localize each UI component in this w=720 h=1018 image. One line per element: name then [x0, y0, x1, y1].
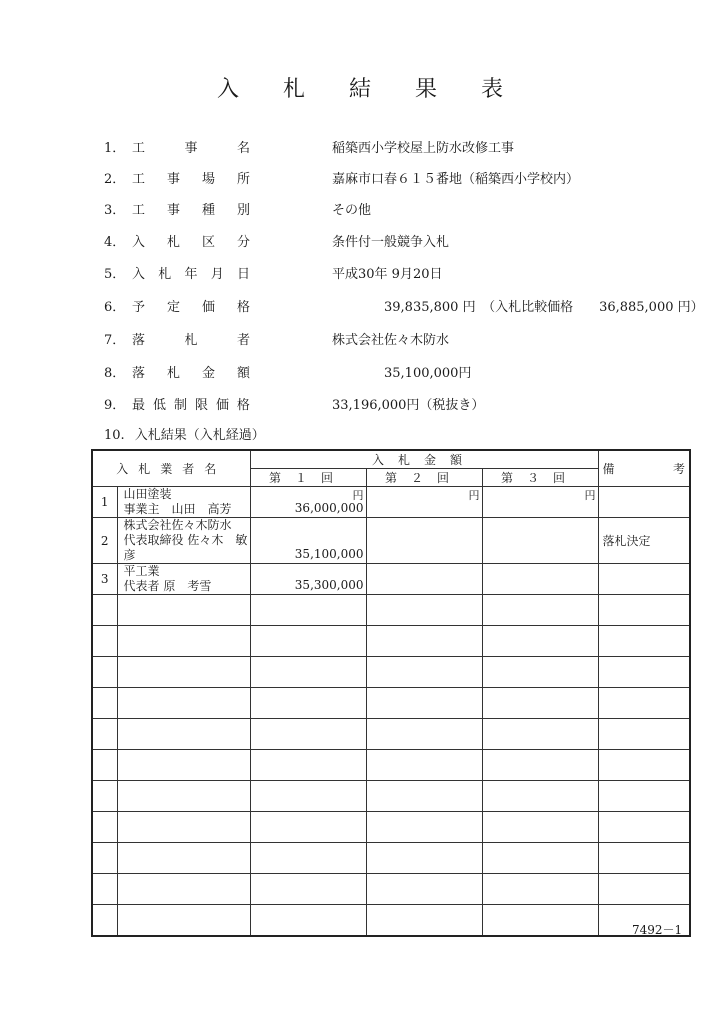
empty-cell: [250, 719, 366, 750]
info-label-char: 工: [132, 203, 146, 218]
info-label-char: 価: [215, 398, 229, 413]
info-label-char: 金: [201, 366, 215, 381]
info-label-char: 工: [132, 141, 146, 156]
info-label-char: 限: [194, 398, 208, 413]
info-label-char: 月: [210, 267, 224, 282]
bid-amount-round-2: [366, 487, 482, 518]
empty-cell: [366, 626, 482, 657]
empty-cell: [366, 812, 482, 843]
empty-cell: [250, 657, 366, 688]
empty-cell: [598, 626, 690, 657]
table-row-empty: [92, 905, 690, 936]
empty-cell: [117, 719, 250, 750]
empty-cell: [92, 657, 117, 688]
bid-amount-round-2: [366, 564, 482, 595]
header-round-1: 第１回: [250, 469, 366, 487]
empty-cell: [117, 812, 250, 843]
yen-unit: 円: [352, 489, 364, 502]
empty-cell: [366, 750, 482, 781]
empty-cell: [482, 874, 598, 905]
info-row: [0, 394, 720, 414]
empty-cell: [117, 843, 250, 874]
empty-cell: [250, 626, 366, 657]
header-bid-amount: 入札金額: [250, 450, 598, 469]
empty-cell: [117, 688, 250, 719]
info-row: [0, 329, 720, 349]
bid-amount-round-1: [250, 518, 366, 564]
empty-cell: [117, 781, 250, 812]
section-10-label: [104, 424, 275, 443]
info-value: 35,100,000円: [332, 366, 472, 381]
header-round-3: 第３回: [482, 469, 598, 487]
info-label-char: 区: [201, 235, 215, 250]
info-label: [132, 263, 250, 282]
info-label-char: 別: [236, 203, 250, 218]
empty-cell: [92, 750, 117, 781]
info-label-char: 価: [201, 300, 215, 315]
info-label: [132, 329, 250, 348]
info-number: 6．: [104, 300, 126, 315]
row-number: 1: [92, 487, 117, 518]
empty-cell: [250, 905, 366, 936]
info-label-char: 落: [132, 366, 146, 381]
empty-cell: [117, 905, 250, 936]
bidder-company: 平工業: [123, 564, 160, 578]
info-label-char: 定: [166, 300, 180, 315]
info-row: [0, 199, 720, 219]
bidder-company: 山田塗装: [123, 487, 172, 501]
table-row-empty: [92, 750, 690, 781]
empty-cell: [366, 595, 482, 626]
empty-cell: [366, 688, 482, 719]
info-label-char: 種: [201, 203, 215, 218]
info-label-char: 場: [201, 172, 215, 187]
bid-amount-value: 35,300,000: [294, 578, 364, 592]
note-cell: 落札決定: [598, 518, 690, 564]
table-row-empty: [92, 657, 690, 688]
page-title: 入札結果表: [216, 77, 547, 102]
empty-cell: [482, 812, 598, 843]
yen-unit: 円: [468, 489, 480, 502]
table-row: [92, 518, 690, 564]
table-row: [92, 564, 690, 595]
bidder-cell: [117, 518, 250, 564]
info-number: 1．: [104, 141, 126, 156]
info-label-char: 年: [184, 267, 198, 282]
empty-cell: [598, 595, 690, 626]
table-row-empty: [92, 626, 690, 657]
info-label-char: 所: [236, 172, 250, 187]
info-value: 稲築西小学校屋上防水改修工事: [332, 141, 515, 156]
empty-cell: [598, 874, 690, 905]
info-label: [132, 394, 250, 413]
info-label: [132, 199, 250, 218]
info-label-char: 札: [166, 235, 180, 250]
yen-unit: 円: [584, 489, 596, 502]
bidder-cell: [117, 487, 250, 518]
empty-cell: [250, 812, 366, 843]
empty-cell: [92, 626, 117, 657]
info-label-char: 低: [152, 398, 166, 413]
empty-cell: [598, 781, 690, 812]
info-label-char: 落: [132, 333, 146, 348]
table-row-empty: [92, 719, 690, 750]
bidder-representative: 代表取締役 佐々木 敏彦: [123, 533, 248, 562]
empty-cell: [366, 719, 482, 750]
info-label-char: 入: [132, 267, 146, 282]
bid-amount-value: 36,000,000: [294, 501, 364, 515]
info-label: [132, 137, 250, 156]
empty-cell: [250, 781, 366, 812]
empty-cell: [92, 812, 117, 843]
info-row: [0, 263, 720, 283]
info-number: 4．: [104, 235, 126, 250]
row-number: 3: [92, 564, 117, 595]
document-number: 7492－1: [632, 923, 683, 937]
empty-cell: [482, 905, 598, 936]
info-value: 39,835,800 円 （入札比較価格 36,885,000 円）: [332, 300, 704, 315]
empty-cell: [366, 843, 482, 874]
info-number: 5．: [104, 267, 126, 282]
table-row: [92, 487, 690, 518]
empty-cell: [250, 750, 366, 781]
empty-cell: [598, 750, 690, 781]
info-label: [132, 296, 250, 315]
table-row-empty: [92, 688, 690, 719]
empty-cell: [92, 595, 117, 626]
row-number: 2: [92, 518, 117, 564]
empty-cell: [117, 874, 250, 905]
empty-cell: [92, 781, 117, 812]
bidder-representative: 事業主 山田 高芳: [123, 502, 232, 516]
table-row-empty: [92, 874, 690, 905]
empty-cell: [250, 595, 366, 626]
info-label: [132, 231, 250, 250]
info-number: 3．: [104, 203, 126, 218]
bid-amount-round-3: [482, 564, 598, 595]
header-round-2: 第２回: [366, 469, 482, 487]
header-bidder-name: 入札業者名: [92, 450, 250, 487]
empty-cell: [482, 781, 598, 812]
empty-cell: [598, 688, 690, 719]
empty-cell: [482, 843, 598, 874]
info-row: [0, 231, 720, 251]
empty-cell: [482, 626, 598, 657]
info-label-char: 事: [184, 141, 198, 156]
empty-cell: [366, 781, 482, 812]
info-label-char: 制: [173, 398, 187, 413]
header-note: 備 考: [598, 450, 690, 487]
note-cell: [598, 487, 690, 518]
empty-cell: [482, 688, 598, 719]
info-number: 2．: [104, 172, 126, 187]
empty-cell: [92, 719, 117, 750]
bid-amount-round-1: [250, 564, 366, 595]
empty-cell: [117, 626, 250, 657]
bid-amount-round-3: [482, 487, 598, 518]
info-label-char: 額: [236, 366, 250, 381]
note-cell: [598, 564, 690, 595]
empty-cell: [250, 688, 366, 719]
empty-cell: [366, 657, 482, 688]
bid-amount-value: 35,100,000: [294, 547, 364, 561]
bidder-representative: 代表者 原 考雪: [123, 579, 212, 593]
info-label-char: 札: [166, 366, 180, 381]
info-label: [132, 362, 250, 381]
empty-cell: [117, 595, 250, 626]
empty-cell: [598, 719, 690, 750]
empty-cell: [117, 657, 250, 688]
info-value: 条件付一般競争入札: [332, 235, 450, 250]
empty-cell: [482, 657, 598, 688]
empty-cell: [598, 812, 690, 843]
table-row-empty: [92, 843, 690, 874]
bid-results-table: [91, 449, 691, 937]
empty-cell: [92, 843, 117, 874]
info-label-char: 工: [132, 172, 146, 187]
info-row: [0, 362, 720, 382]
empty-cell: [598, 657, 690, 688]
empty-cell: [117, 750, 250, 781]
section-10-text: 入札結果（入札経過）: [134, 428, 265, 443]
bidder-cell: [117, 564, 250, 595]
empty-cell: [482, 595, 598, 626]
bid-amount-round-1: [250, 487, 366, 518]
info-row: [0, 137, 720, 157]
info-value: 嘉麻市口春６１５番地（稲築西小学校内）: [332, 172, 580, 187]
empty-cell: [92, 874, 117, 905]
empty-cell: [366, 874, 482, 905]
empty-cell: [92, 905, 117, 936]
bid-amount-round-2: [366, 518, 482, 564]
empty-cell: [250, 843, 366, 874]
info-value: その他: [332, 203, 372, 218]
section-10-number: 10.: [104, 428, 125, 443]
info-label-char: 日: [236, 267, 250, 282]
info-label-char: 札: [158, 267, 172, 282]
info-label-char: 最: [132, 398, 146, 413]
info-label-char: 者: [236, 333, 250, 348]
info-number: 7．: [104, 333, 126, 348]
empty-cell: [366, 905, 482, 936]
info-label-char: 札: [184, 333, 198, 348]
info-value: 平成30年 9月20日: [332, 267, 443, 282]
info-number: 9．: [104, 398, 126, 413]
info-number: 8．: [104, 366, 126, 381]
empty-cell: [482, 719, 598, 750]
empty-cell: [482, 750, 598, 781]
info-row: [0, 296, 720, 316]
info-label-char: 分: [236, 235, 250, 250]
bidder-company: 株式会社佐々木防水: [123, 518, 232, 532]
empty-cell: [250, 874, 366, 905]
info-label-char: 格: [236, 398, 250, 413]
info-label-char: 事: [166, 172, 180, 187]
info-value: 33,196,000円（税抜き）: [332, 398, 485, 413]
table-row-empty: [92, 812, 690, 843]
empty-cell: [598, 843, 690, 874]
table-row-empty: [92, 781, 690, 812]
info-label-char: 予: [132, 300, 146, 315]
bid-amount-round-3: [482, 518, 598, 564]
info-label-char: 事: [166, 203, 180, 218]
empty-cell: [92, 688, 117, 719]
table-row-empty: [92, 595, 690, 626]
info-label-char: 名: [236, 141, 250, 156]
info-label: [132, 168, 250, 187]
info-label-char: 入: [132, 235, 146, 250]
info-label-char: 格: [236, 300, 250, 315]
info-row: [0, 168, 720, 188]
info-value: 株式会社佐々木防水: [332, 333, 450, 348]
